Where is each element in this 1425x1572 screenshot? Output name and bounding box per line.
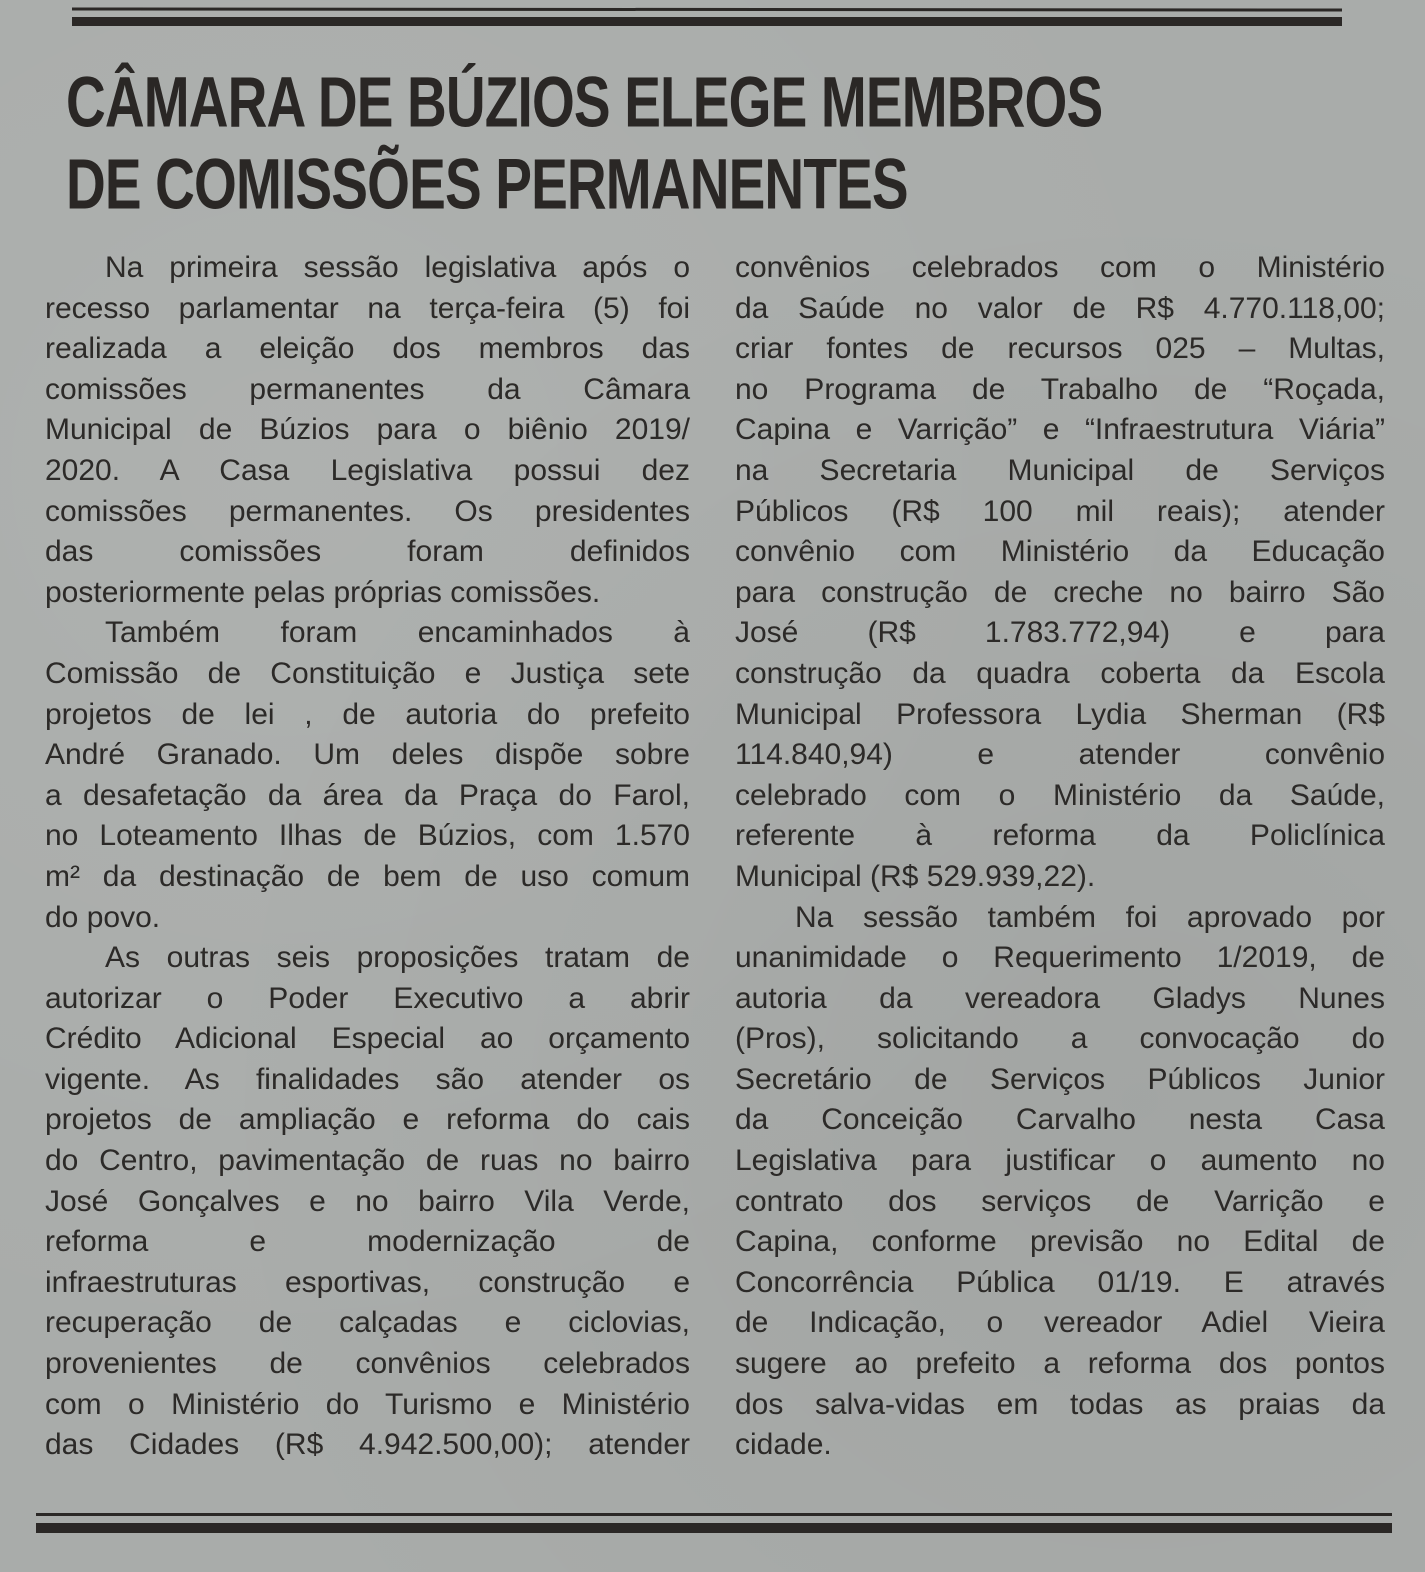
article-text-line: do Centro, pavimentação de ruas no bairro: [45, 1144, 690, 1178]
headline: [66, 61, 1103, 230]
article-text-line: As outras seis proposições tratam de: [105, 941, 690, 975]
article-text-line: (Pros), solicitando a convocação do: [735, 1022, 1385, 1056]
headline-line-2: DE COMISSÕES PERMANENTES: [66, 143, 908, 225]
article-text-line: Secretário de Serviços Públicos Junior: [735, 1062, 1385, 1096]
article-text-line: no Loteamento Ilhas de Búzios, com 1.570: [45, 819, 690, 853]
bottom-thick-rule: [36, 1523, 1392, 1533]
article-text-line: para construção de creche no bairro São: [735, 575, 1385, 609]
article-text-line: criar fontes de recursos 025 – Multas,: [735, 332, 1385, 366]
article-text-line: das Cidades (R$ 4.942.500,00); atender: [45, 1428, 690, 1462]
article-column-left: [45, 248, 690, 1466]
article-text-line: comissões permanentes. Os presidentes: [45, 494, 690, 528]
article-text-line: Municipal (R$ 529.939,22).: [735, 859, 1096, 893]
article-text-line: projetos de lei , de autoria do prefeito: [45, 697, 690, 731]
top-thin-rule: [72, 7, 1342, 11]
article-text-line: Capina, conforme previsão no Edital de: [735, 1225, 1385, 1259]
article-text-line: dos salva-vidas em todas as praias da: [735, 1387, 1385, 1421]
article-text-line: comissões permanentes da Câmara: [45, 372, 690, 406]
article-text-line: José Gonçalves e no bairro Vila Verde,: [45, 1184, 690, 1218]
article-text-line: Capina e Varrição” e “Infraestrutura Viária”: [735, 413, 1385, 447]
bottom-thin-rule: [36, 1513, 1392, 1516]
article-text-line: Comissão de Constituição e Justiça sete: [45, 656, 690, 690]
article-text-line: Públicos (R$ 100 mil reais); atender: [735, 494, 1385, 528]
article-text-line: vigente. As finalidades são atender os: [45, 1062, 690, 1096]
article-text-line: posteriormente pelas próprias comissões.: [45, 575, 601, 609]
article-text-line: Também foram encaminhados à: [105, 616, 690, 650]
article-text-line: autoria da vereadora Gladys Nunes: [735, 981, 1385, 1015]
article-text-line: Na sessão também foi aprovado por: [795, 900, 1385, 934]
article-text-line: a desafetação da área da Praça do Farol,: [45, 778, 690, 812]
article-text-line: reforma e modernização de: [45, 1225, 690, 1259]
article-text-line: realizada a eleição dos membros das: [45, 332, 690, 366]
article-text-line: Municipal de Búzios para o biênio 2019/: [45, 413, 690, 447]
article-text-line: na Secretaria Municipal de Serviços: [735, 453, 1385, 487]
article-text-line: contrato dos serviços de Varrição e: [735, 1184, 1385, 1218]
top-thick-rule: [72, 17, 1342, 26]
article-text-line: sugere ao prefeito a reforma dos pontos: [735, 1347, 1385, 1381]
article-text-line: Legislativa para justificar o aumento no: [735, 1144, 1385, 1178]
article-text-line: unanimidade o Requerimento 1/2019, de: [735, 941, 1385, 975]
article-text-line: 114.840,94) e atender convênio: [735, 738, 1385, 772]
article-text-line: convênios celebrados com o Ministério: [735, 251, 1385, 284]
article-text-line: das comissões foram definidos: [45, 535, 690, 569]
article-text-line: Crédito Adicional Especial ao orçamento: [45, 1022, 690, 1056]
article-text-line: recesso parlamentar na terça-feira (5) foi: [45, 291, 690, 325]
article-text-line: celebrado com o Ministério da Saúde,: [735, 778, 1385, 812]
article-text-line: autorizar o Poder Executivo a abrir: [45, 981, 690, 1015]
article-text-line: provenientes de convênios celebrados: [45, 1347, 690, 1381]
article-text-line: convênio com Ministério da Educação: [735, 535, 1385, 569]
article-text-line: Municipal Professora Lydia Sherman (R$: [735, 697, 1385, 731]
article-text-line: referente à reforma da Policlínica: [735, 819, 1385, 853]
article-text-line: cidade.: [735, 1428, 832, 1462]
article-text-line: da Saúde no valor de R$ 4.770.118,00;: [735, 291, 1385, 325]
article-text-line: de Indicação, o vereador Adiel Vieira: [735, 1306, 1385, 1340]
article-text-line: recuperação de calçadas e ciclovias,: [45, 1306, 690, 1340]
article-text-line: construção da quadra coberta da Escola: [735, 656, 1385, 690]
article-text-line: m² da destinação de bem de uso comum: [45, 859, 690, 893]
article-column-right: [735, 248, 1385, 1466]
article-text-line: no Programa de Trabalho de “Roçada,: [735, 372, 1385, 406]
article-text-line: com o Ministério do Turismo e Ministério: [45, 1387, 690, 1421]
article-text-line: infraestruturas esportivas, construção e: [45, 1265, 690, 1299]
article-text-line: da Conceição Carvalho nesta Casa: [735, 1103, 1385, 1137]
article-text-line: Concorrência Pública 01/19. E através: [735, 1265, 1385, 1299]
article-text-line: José (R$ 1.783.772,94) e para: [735, 616, 1385, 650]
article-text-line: Na primeira sessão legislativa após o: [105, 251, 690, 284]
article-text-line: projetos de ampliação e reforma do cais: [45, 1103, 690, 1137]
article-text-line: André Granado. Um deles dispõe sobre: [45, 738, 690, 772]
headline-line-1: CÂMARA DE BÚZIOS ELEGE MEMBROS: [66, 61, 1103, 143]
article-text-line: do povo.: [45, 900, 161, 934]
article-text-line: 2020. A Casa Legislativa possui dez: [45, 453, 690, 487]
